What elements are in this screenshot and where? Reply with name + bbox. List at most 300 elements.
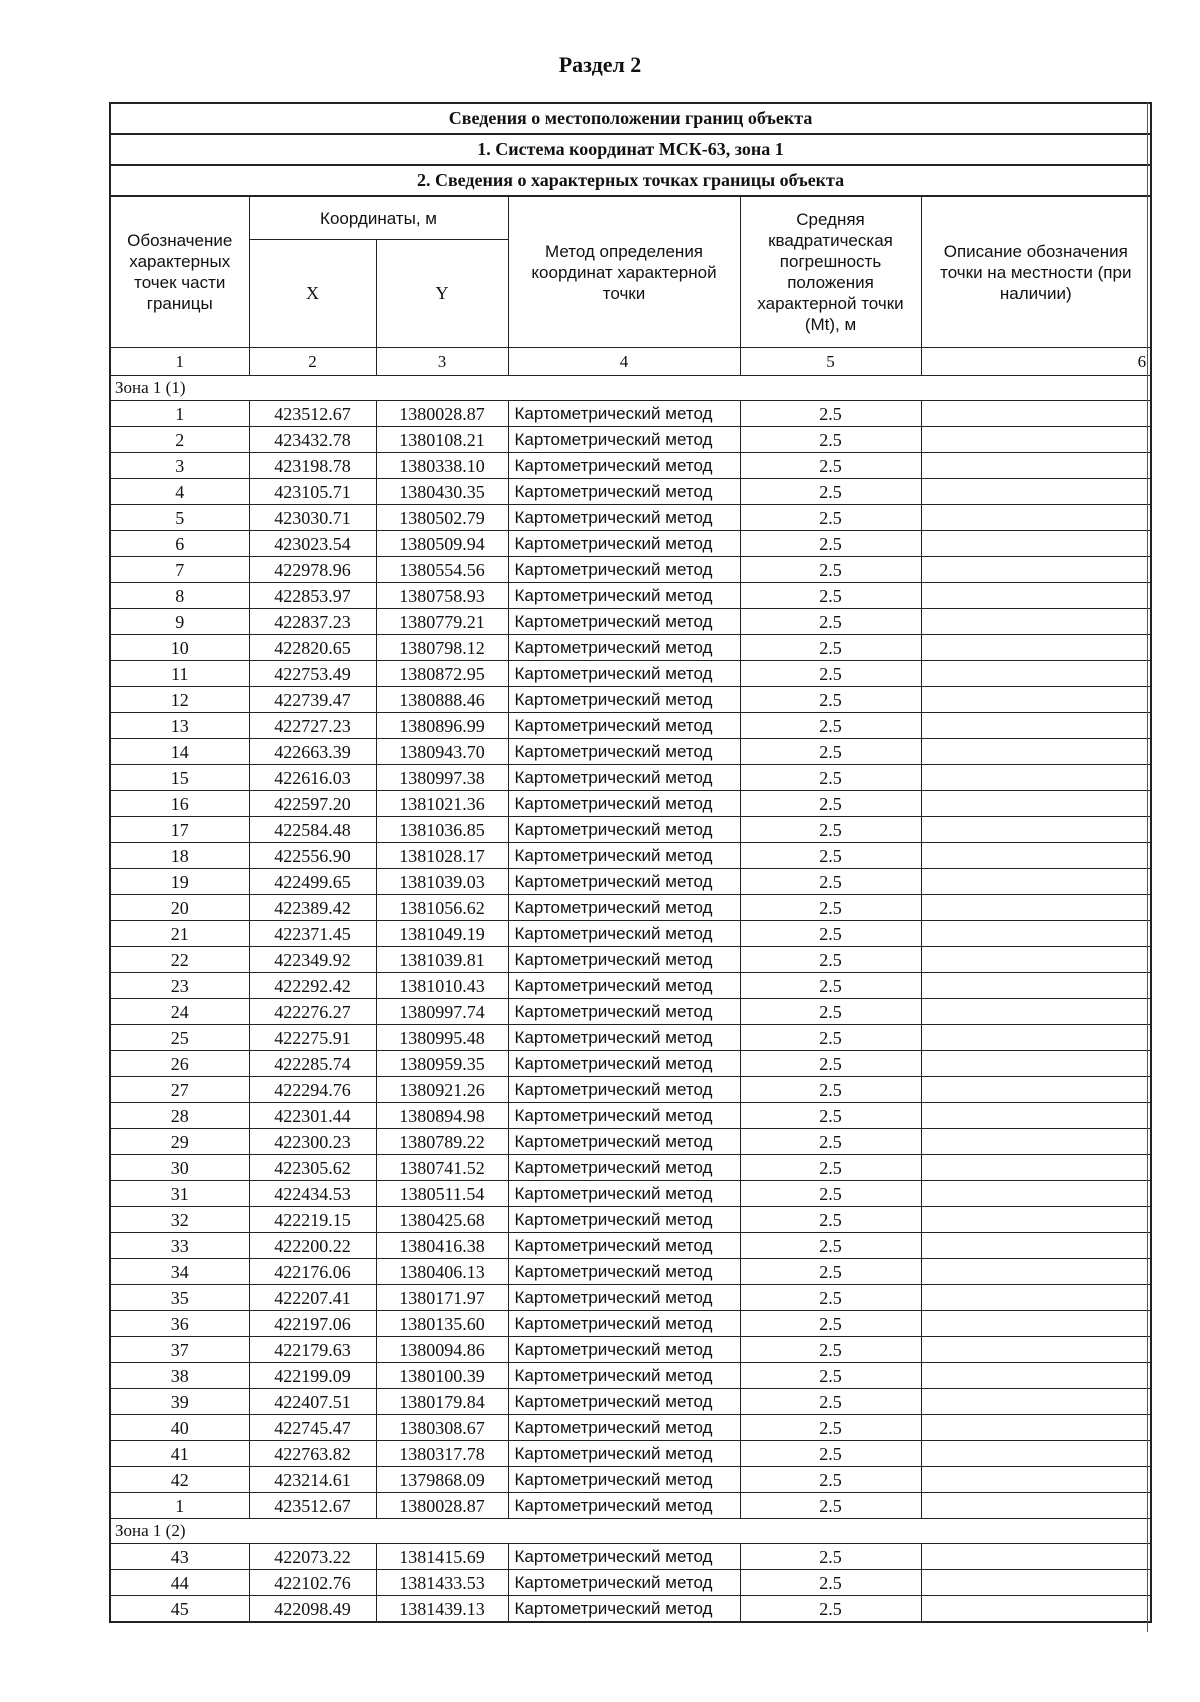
- coord-y: 1381039.03: [376, 869, 508, 895]
- point-number: 26: [110, 1051, 249, 1077]
- coord-x: 422300.23: [249, 1129, 376, 1155]
- coord-y: 1380135.60: [376, 1311, 508, 1337]
- point-description: [921, 999, 1151, 1025]
- error-mt: 2.5: [740, 1103, 921, 1129]
- coord-y: 1380502.79: [376, 505, 508, 531]
- coord-x: 422499.65: [249, 869, 376, 895]
- coord-y: 1380094.86: [376, 1337, 508, 1363]
- coord-x: 422371.45: [249, 921, 376, 947]
- method: Картометрический метод: [508, 1181, 740, 1207]
- point-description: [921, 1103, 1151, 1129]
- table-row: [110, 427, 1151, 453]
- point-number: 45: [110, 1596, 249, 1623]
- method: Картометрический метод: [508, 1415, 740, 1441]
- banner-location-info: Сведения о местоположении границ объекта: [110, 103, 1151, 134]
- coord-x: 422073.22: [249, 1544, 376, 1570]
- boundary-table: [109, 102, 1152, 1623]
- point-number: 40: [110, 1415, 249, 1441]
- table-row: [110, 1596, 1151, 1623]
- point-number: 6: [110, 531, 249, 557]
- coord-x: 422745.47: [249, 1415, 376, 1441]
- error-mt: 2.5: [740, 1337, 921, 1363]
- table-row: [110, 1051, 1151, 1077]
- point-number: 22: [110, 947, 249, 973]
- coord-y: 1380758.93: [376, 583, 508, 609]
- point-description: [921, 1025, 1151, 1051]
- method: Картометрический метод: [508, 1363, 740, 1389]
- table-row: [110, 947, 1151, 973]
- point-number: 14: [110, 739, 249, 765]
- method: Картометрический метод: [508, 947, 740, 973]
- error-mt: 2.5: [740, 1363, 921, 1389]
- table-row: [110, 635, 1151, 661]
- header-error: Средняя квадратическая погрешность положения характерной точки (Mt), м: [740, 196, 921, 348]
- method: Картометрический метод: [508, 843, 740, 869]
- point-description: [921, 869, 1151, 895]
- coord-x: 423432.78: [249, 427, 376, 453]
- coord-x: 423030.71: [249, 505, 376, 531]
- method: Картометрический метод: [508, 505, 740, 531]
- point-number: 17: [110, 817, 249, 843]
- column-number: 2: [249, 348, 376, 376]
- coord-x: 422434.53: [249, 1181, 376, 1207]
- point-description: [921, 661, 1151, 687]
- error-mt: 2.5: [740, 1493, 921, 1519]
- coord-y: 1380108.21: [376, 427, 508, 453]
- coord-x: 423214.61: [249, 1467, 376, 1493]
- table-row: [110, 791, 1151, 817]
- column-numbers-row: [110, 348, 1151, 376]
- point-description: [921, 609, 1151, 635]
- method: Картометрический метод: [508, 895, 740, 921]
- point-number: 36: [110, 1311, 249, 1337]
- point-description: [921, 583, 1151, 609]
- method: Картометрический метод: [508, 427, 740, 453]
- coord-y: 1379868.09: [376, 1467, 508, 1493]
- method: Картометрический метод: [508, 869, 740, 895]
- point-description: [921, 973, 1151, 999]
- header-designation: Обозначение характерных точек части границы: [110, 196, 249, 348]
- table-row: [110, 1544, 1151, 1570]
- error-mt: 2.5: [740, 427, 921, 453]
- table-row: [110, 505, 1151, 531]
- coord-y: 1380511.54: [376, 1181, 508, 1207]
- method: Картометрический метод: [508, 713, 740, 739]
- coord-y: 1380896.99: [376, 713, 508, 739]
- point-number: 19: [110, 869, 249, 895]
- point-number: 32: [110, 1207, 249, 1233]
- point-number: 21: [110, 921, 249, 947]
- coord-y: 1380995.48: [376, 1025, 508, 1051]
- point-description: [921, 479, 1151, 505]
- error-mt: 2.5: [740, 1415, 921, 1441]
- error-mt: 2.5: [740, 921, 921, 947]
- error-mt: 2.5: [740, 1311, 921, 1337]
- point-number: 44: [110, 1570, 249, 1596]
- point-number: 35: [110, 1285, 249, 1311]
- method: Картометрический метод: [508, 1025, 740, 1051]
- coord-y: 1380894.98: [376, 1103, 508, 1129]
- coord-y: 1380406.13: [376, 1259, 508, 1285]
- table-row: [110, 1207, 1151, 1233]
- method: Картометрический метод: [508, 1207, 740, 1233]
- column-number: 6: [921, 348, 1151, 376]
- coord-y: 1380888.46: [376, 687, 508, 713]
- point-number: 18: [110, 843, 249, 869]
- point-number: 42: [110, 1467, 249, 1493]
- coord-x: 423105.71: [249, 479, 376, 505]
- header-description: Описание обозначения точки на местности (при наличии): [921, 196, 1151, 348]
- point-description: [921, 895, 1151, 921]
- method: Картометрический метод: [508, 791, 740, 817]
- point-description: [921, 791, 1151, 817]
- error-mt: 2.5: [740, 895, 921, 921]
- coord-y: 1381021.36: [376, 791, 508, 817]
- error-mt: 2.5: [740, 687, 921, 713]
- column-number: 3: [376, 348, 508, 376]
- point-number: 27: [110, 1077, 249, 1103]
- error-mt: 2.5: [740, 1129, 921, 1155]
- method: Картометрический метод: [508, 661, 740, 687]
- error-mt: 2.5: [740, 843, 921, 869]
- error-mt: 2.5: [740, 817, 921, 843]
- coord-y: 1380779.21: [376, 609, 508, 635]
- error-mt: 2.5: [740, 739, 921, 765]
- point-description: [921, 1441, 1151, 1467]
- error-mt: 2.5: [740, 1155, 921, 1181]
- error-mt: 2.5: [740, 1181, 921, 1207]
- method: Картометрический метод: [508, 817, 740, 843]
- header-method: Метод определения координат характерной точки: [508, 196, 740, 348]
- method: Картометрический метод: [508, 1285, 740, 1311]
- error-mt: 2.5: [740, 713, 921, 739]
- method: Картометрический метод: [508, 1051, 740, 1077]
- error-mt: 2.5: [740, 1544, 921, 1570]
- point-description: [921, 1259, 1151, 1285]
- coord-x: 423512.67: [249, 401, 376, 427]
- point-number: 23: [110, 973, 249, 999]
- point-description: [921, 1596, 1151, 1623]
- error-mt: 2.5: [740, 557, 921, 583]
- coord-y: 1381028.17: [376, 843, 508, 869]
- table-row: [110, 1570, 1151, 1596]
- table-row: [110, 1337, 1151, 1363]
- coord-x: 422179.63: [249, 1337, 376, 1363]
- coord-x: 422176.06: [249, 1259, 376, 1285]
- coord-x: 422102.76: [249, 1570, 376, 1596]
- table-row: [110, 1103, 1151, 1129]
- column-number: 4: [508, 348, 740, 376]
- method: Картометрический метод: [508, 1337, 740, 1363]
- coord-y: 1380509.94: [376, 531, 508, 557]
- error-mt: 2.5: [740, 1025, 921, 1051]
- coord-x: 422853.97: [249, 583, 376, 609]
- method: Картометрический метод: [508, 687, 740, 713]
- table-row: [110, 1467, 1151, 1493]
- error-mt: 2.5: [740, 401, 921, 427]
- coord-y: 1381039.81: [376, 947, 508, 973]
- point-description: [921, 1207, 1151, 1233]
- coord-x: 422978.96: [249, 557, 376, 583]
- table-row: [110, 1025, 1151, 1051]
- point-number: 38: [110, 1363, 249, 1389]
- point-number: 43: [110, 1544, 249, 1570]
- method: Картометрический метод: [508, 1259, 740, 1285]
- point-number: 1: [110, 401, 249, 427]
- method: Картометрический метод: [508, 739, 740, 765]
- error-mt: 2.5: [740, 973, 921, 999]
- point-description: [921, 817, 1151, 843]
- point-description: [921, 1311, 1151, 1337]
- error-mt: 2.5: [740, 1596, 921, 1623]
- table-row: [110, 895, 1151, 921]
- point-number: 31: [110, 1181, 249, 1207]
- method: Картометрический метод: [508, 1103, 740, 1129]
- point-description: [921, 531, 1151, 557]
- coord-x: 422616.03: [249, 765, 376, 791]
- error-mt: 2.5: [740, 765, 921, 791]
- zone-label: Зона 1 (1): [110, 376, 1151, 401]
- table-row: [110, 609, 1151, 635]
- method: Картометрический метод: [508, 1233, 740, 1259]
- coord-y: 1380430.35: [376, 479, 508, 505]
- error-mt: 2.5: [740, 999, 921, 1025]
- banner-characteristic-points: 2. Сведения о характерных точках границы объекта: [110, 165, 1151, 196]
- point-description: [921, 1570, 1151, 1596]
- coord-x: 422407.51: [249, 1389, 376, 1415]
- point-number: 8: [110, 583, 249, 609]
- point-description: [921, 1337, 1151, 1363]
- point-description: [921, 401, 1151, 427]
- point-description: [921, 1389, 1151, 1415]
- coord-x: 422219.15: [249, 1207, 376, 1233]
- point-number: 11: [110, 661, 249, 687]
- error-mt: 2.5: [740, 1259, 921, 1285]
- coord-y: 1380028.87: [376, 401, 508, 427]
- point-number: 16: [110, 791, 249, 817]
- table-row: [110, 843, 1151, 869]
- method: Картометрический метод: [508, 1467, 740, 1493]
- point-description: [921, 1051, 1151, 1077]
- scan-artifact-line: [1147, 102, 1148, 1632]
- point-number: 33: [110, 1233, 249, 1259]
- coord-y: 1380789.22: [376, 1129, 508, 1155]
- zone-row: [110, 376, 1151, 401]
- coord-x: 422294.76: [249, 1077, 376, 1103]
- error-mt: 2.5: [740, 635, 921, 661]
- point-number: 7: [110, 557, 249, 583]
- coord-x: 422292.42: [249, 973, 376, 999]
- coord-y: 1380317.78: [376, 1441, 508, 1467]
- point-description: [921, 843, 1151, 869]
- coord-y: 1380554.56: [376, 557, 508, 583]
- coord-x: 423512.67: [249, 1493, 376, 1519]
- point-number: 15: [110, 765, 249, 791]
- point-description: [921, 947, 1151, 973]
- table-row: [110, 973, 1151, 999]
- coord-y: 1381036.85: [376, 817, 508, 843]
- point-number: 41: [110, 1441, 249, 1467]
- coord-y: 1380997.38: [376, 765, 508, 791]
- point-description: [921, 557, 1151, 583]
- point-description: [921, 505, 1151, 531]
- point-description: [921, 453, 1151, 479]
- point-number: 10: [110, 635, 249, 661]
- point-number: 5: [110, 505, 249, 531]
- coord-x: 422207.41: [249, 1285, 376, 1311]
- boundary-sheet: [109, 102, 1150, 1623]
- method: Картометрический метод: [508, 1596, 740, 1623]
- table-row: [110, 1155, 1151, 1181]
- error-mt: 2.5: [740, 661, 921, 687]
- table-row: [110, 1259, 1151, 1285]
- table-row: [110, 661, 1151, 687]
- error-mt: 2.5: [740, 1441, 921, 1467]
- table-row: [110, 739, 1151, 765]
- point-number: 20: [110, 895, 249, 921]
- coord-x: 422597.20: [249, 791, 376, 817]
- banner-coordinate-system: 1. Система координат МСК-63, зона 1: [110, 134, 1151, 165]
- point-description: [921, 1467, 1151, 1493]
- method: Картометрический метод: [508, 453, 740, 479]
- error-mt: 2.5: [740, 1570, 921, 1596]
- point-description: [921, 1129, 1151, 1155]
- table-row: [110, 1311, 1151, 1337]
- point-description: [921, 1181, 1151, 1207]
- point-number: 34: [110, 1259, 249, 1285]
- coord-x: 422275.91: [249, 1025, 376, 1051]
- coord-y: 1380943.70: [376, 739, 508, 765]
- method: Картометрический метод: [508, 973, 740, 999]
- coord-x: 422276.27: [249, 999, 376, 1025]
- coord-x: 422739.47: [249, 687, 376, 713]
- zone-label: Зона 1 (2): [110, 1519, 1151, 1544]
- coord-x: 422763.82: [249, 1441, 376, 1467]
- table-row: [110, 1363, 1151, 1389]
- coord-x: 422820.65: [249, 635, 376, 661]
- coord-y: 1380741.52: [376, 1155, 508, 1181]
- point-number: 12: [110, 687, 249, 713]
- table-row: [110, 1077, 1151, 1103]
- table-row: [110, 401, 1151, 427]
- point-description: [921, 1285, 1151, 1311]
- point-description: [921, 687, 1151, 713]
- table-row: [110, 1233, 1151, 1259]
- method: Картометрический метод: [508, 1129, 740, 1155]
- point-description: [921, 1415, 1151, 1441]
- coord-y: 1381056.62: [376, 895, 508, 921]
- coord-x: 422197.06: [249, 1311, 376, 1337]
- coord-x: 422199.09: [249, 1363, 376, 1389]
- table-row: [110, 453, 1151, 479]
- coord-x: 422349.92: [249, 947, 376, 973]
- table-row: [110, 817, 1151, 843]
- point-description: [921, 635, 1151, 661]
- point-number: 1: [110, 1493, 249, 1519]
- point-number: 37: [110, 1337, 249, 1363]
- method: Картометрический метод: [508, 999, 740, 1025]
- coord-y: 1380921.26: [376, 1077, 508, 1103]
- point-number: 3: [110, 453, 249, 479]
- table-row: [110, 713, 1151, 739]
- section-title: Раздел 2: [558, 52, 642, 77]
- table-row: [110, 921, 1151, 947]
- point-number: 2: [110, 427, 249, 453]
- coord-x: 422200.22: [249, 1233, 376, 1259]
- point-description: [921, 921, 1151, 947]
- coord-x: 423023.54: [249, 531, 376, 557]
- method: Картометрический метод: [508, 1155, 740, 1181]
- coord-x: 422285.74: [249, 1051, 376, 1077]
- method: Картометрический метод: [508, 1389, 740, 1415]
- method: Картометрический метод: [508, 531, 740, 557]
- method: Картометрический метод: [508, 1441, 740, 1467]
- error-mt: 2.5: [740, 479, 921, 505]
- error-mt: 2.5: [740, 947, 921, 973]
- coord-y: 1380028.87: [376, 1493, 508, 1519]
- method: Картометрический метод: [508, 921, 740, 947]
- error-mt: 2.5: [740, 1467, 921, 1493]
- header-coordinates: Координаты, м: [249, 196, 508, 240]
- header-x: X: [249, 240, 376, 348]
- error-mt: 2.5: [740, 583, 921, 609]
- coord-y: 1380100.39: [376, 1363, 508, 1389]
- table-row: [110, 1181, 1151, 1207]
- point-number: 39: [110, 1389, 249, 1415]
- error-mt: 2.5: [740, 791, 921, 817]
- method: Картометрический метод: [508, 1077, 740, 1103]
- point-description: [921, 1077, 1151, 1103]
- error-mt: 2.5: [740, 531, 921, 557]
- table-row: [110, 1415, 1151, 1441]
- method: Картометрический метод: [508, 401, 740, 427]
- error-mt: 2.5: [740, 1051, 921, 1077]
- coord-y: 1381433.53: [376, 1570, 508, 1596]
- method: Картометрический метод: [508, 1570, 740, 1596]
- coord-x: 422556.90: [249, 843, 376, 869]
- point-number: 25: [110, 1025, 249, 1051]
- error-mt: 2.5: [740, 1233, 921, 1259]
- coord-y: 1380997.74: [376, 999, 508, 1025]
- table-row: [110, 1493, 1151, 1519]
- point-description: [921, 1493, 1151, 1519]
- point-description: [921, 1363, 1151, 1389]
- coord-x: 422837.23: [249, 609, 376, 635]
- header-y: Y: [376, 240, 508, 348]
- point-number: 13: [110, 713, 249, 739]
- point-number: 30: [110, 1155, 249, 1181]
- error-mt: 2.5: [740, 869, 921, 895]
- error-mt: 2.5: [740, 1207, 921, 1233]
- point-description: [921, 427, 1151, 453]
- point-number: 29: [110, 1129, 249, 1155]
- coord-y: 1380308.67: [376, 1415, 508, 1441]
- coord-y: 1380338.10: [376, 453, 508, 479]
- coord-y: 1380425.68: [376, 1207, 508, 1233]
- method: Картометрический метод: [508, 479, 740, 505]
- coord-x: 422727.23: [249, 713, 376, 739]
- table-row: [110, 1129, 1151, 1155]
- method: Картометрический метод: [508, 609, 740, 635]
- table-row: [110, 999, 1151, 1025]
- point-number: 4: [110, 479, 249, 505]
- coord-y: 1380798.12: [376, 635, 508, 661]
- table-row: [110, 531, 1151, 557]
- table-row: [110, 687, 1151, 713]
- column-number: 5: [740, 348, 921, 376]
- table-row: [110, 479, 1151, 505]
- column-number: 1: [110, 348, 249, 376]
